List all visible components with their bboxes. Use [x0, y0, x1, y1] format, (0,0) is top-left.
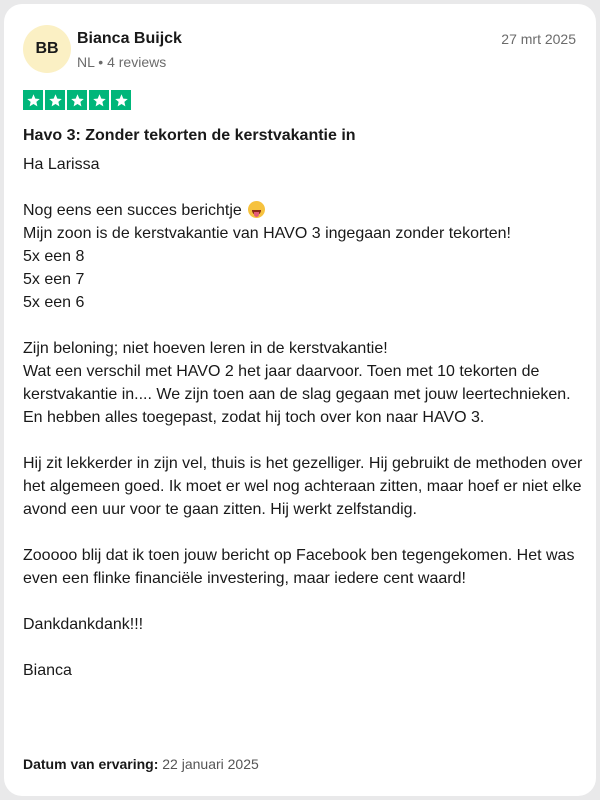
reviewer-meta — [77, 54, 166, 70]
star-icon — [111, 90, 131, 110]
review-card — [4, 4, 596, 796]
review-line: Mijn zoon is de kerstvakantie van HAVO 3 ingegaan zonder tekorten! — [23, 225, 511, 242]
review-paragraph: Zooooo blij dat ik toen jouw bericht op Facebook ben tegengekomen. Het was even een flinke financiële investering, maar iedere cent waard! — [23, 547, 575, 587]
review-paragraph — [23, 199, 583, 314]
review-title[interactable]: Havo 3: Zonder tekorten de kerstvakantie in — [23, 127, 356, 144]
review-paragraph: Hij zit lekkerder in zijn vel, thuis is het gezelliger. Hij gebruikt de methoden over het algemeen goed. Ik moet er wel nog achteraan zitten, maar hoef er niet elke avond een uur voor te gaan zitten. Hij werkt zelfstandig. — [23, 455, 583, 518]
review-paragraph — [23, 337, 583, 429]
review-signature: Bianca — [23, 662, 72, 679]
star-icon — [45, 90, 65, 110]
review-line: 5x een 6 — [23, 294, 85, 311]
review-line: 5x een 8 — [23, 248, 85, 265]
review-line-text: Nog eens een succes berichtje — [23, 202, 242, 219]
avatar[interactable] — [23, 25, 71, 73]
review-paragraph — [23, 153, 583, 176]
reviewer-country: NL — [77, 54, 95, 70]
experience-date-value: 22 januari 2025 — [162, 756, 259, 772]
meta-separator: • — [94, 54, 108, 70]
reviewer-review-count: 4 reviews — [107, 54, 167, 70]
star-icon — [89, 90, 109, 110]
avatar-initials: BB — [35, 40, 59, 57]
review-line: 5x een 7 — [23, 271, 85, 288]
experience-date — [23, 756, 259, 772]
review-paragraph: Dankdankdank!!! — [23, 616, 144, 633]
experience-date-label: Datum van ervaring: — [23, 756, 159, 772]
star-rating — [23, 90, 131, 110]
review-line: Zijn beloning; niet hoeven leren in de kerstvakantie! — [23, 340, 388, 357]
greeting-text: Ha Larissa — [23, 156, 100, 173]
star-icon — [67, 90, 87, 110]
review-date: 27 mrt 2025 — [501, 31, 576, 47]
star-icon — [23, 90, 43, 110]
reviewer-name[interactable]: Bianca Buijck — [77, 30, 182, 47]
review-line — [23, 199, 583, 222]
zany-face-emoji-icon — [248, 201, 265, 218]
review-header — [4, 4, 596, 84]
review-line: Wat een verschil met HAVO 2 het jaar daarvoor. Toen met 10 tekorten de kerstvakantie in.... We zijn toen aan de slag gegaan met jouw leertechnieken. En hebben alles toegepast, zodat hij toch over kon naar HAVO 3. — [23, 363, 571, 426]
review-body — [23, 153, 583, 682]
